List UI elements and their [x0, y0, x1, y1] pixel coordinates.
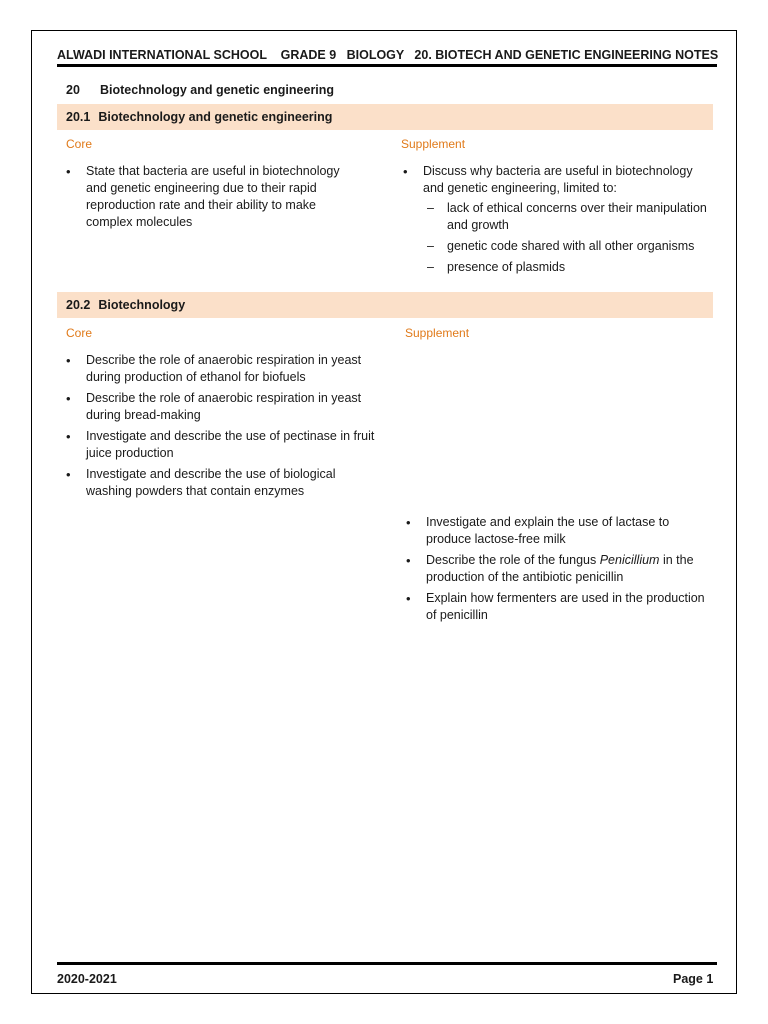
header-rule	[57, 64, 717, 67]
chapter-heading	[66, 83, 334, 97]
section-band-20-2	[57, 292, 713, 318]
sub-list	[423, 200, 709, 276]
page-number: Page 1	[673, 972, 714, 986]
footer-rule	[57, 962, 717, 965]
list-item: • Investigate and describe the use of pectinase in fruit juice production	[62, 428, 380, 462]
core-list-20-1	[62, 163, 362, 235]
list-item-text-after: in the production of the antibiotic penicillin	[426, 553, 694, 584]
page-header: ALWADI INTERNATIONAL SCHOOL GRADE 9 BIOLOGY 20. BIOTECH AND GENETIC ENGINEERING NOTES	[57, 48, 719, 62]
section-number: 20.2	[66, 298, 91, 312]
sub-list-item: – presence of plasmids	[423, 259, 709, 276]
supplement-list-20-1	[399, 163, 709, 280]
core-list-20-2	[62, 352, 380, 504]
list-item-text-before: Describe the role of the fungus	[426, 553, 600, 567]
list-item-text: Discuss why bacteria are useful in biotechnology and genetic engineering, limited to:	[423, 164, 693, 195]
list-item: • Describe the role of anaerobic respiration in yeast during production of ethanol for biofuels	[62, 352, 380, 386]
list-item	[402, 552, 712, 586]
section-band-20-1	[57, 104, 713, 130]
italic-term: Penicillium	[599, 553, 660, 567]
list-item	[399, 163, 709, 276]
section-title: Biotechnology and genetic engineering	[98, 110, 333, 124]
list-item: • Investigate and explain the use of lactase to produce lactose-free milk	[402, 514, 712, 548]
list-item: • Investigate and describe the use of biological washing powders that contain enzymes	[62, 466, 380, 500]
chapter-title: Biotechnology and genetic engineering	[100, 83, 335, 97]
supplement-label: Supplement	[401, 137, 466, 151]
section-title: Biotechnology	[98, 298, 186, 312]
list-item: • Describe the role of anaerobic respiration in yeast during bread-making	[62, 390, 380, 424]
section-number: 20.1	[66, 110, 91, 124]
core-label: Core	[66, 326, 93, 340]
sub-list-item: – genetic code shared with all other organisms	[423, 238, 709, 255]
supplement-list-20-2	[402, 514, 712, 628]
chapter-number: 20	[66, 83, 80, 97]
footer-year: 2020-2021	[57, 972, 117, 986]
list-item: • Explain how fermenters are used in the production of penicillin	[402, 590, 712, 624]
sub-list-item: – lack of ethical concerns over their manipulation and growth	[423, 200, 709, 234]
supplement-label: Supplement	[405, 326, 470, 340]
list-item: • State that bacteria are useful in biotechnology and genetic engineering due to their rapid reproduction rate and their ability to make complex molecules	[62, 163, 362, 231]
core-label: Core	[66, 137, 93, 151]
